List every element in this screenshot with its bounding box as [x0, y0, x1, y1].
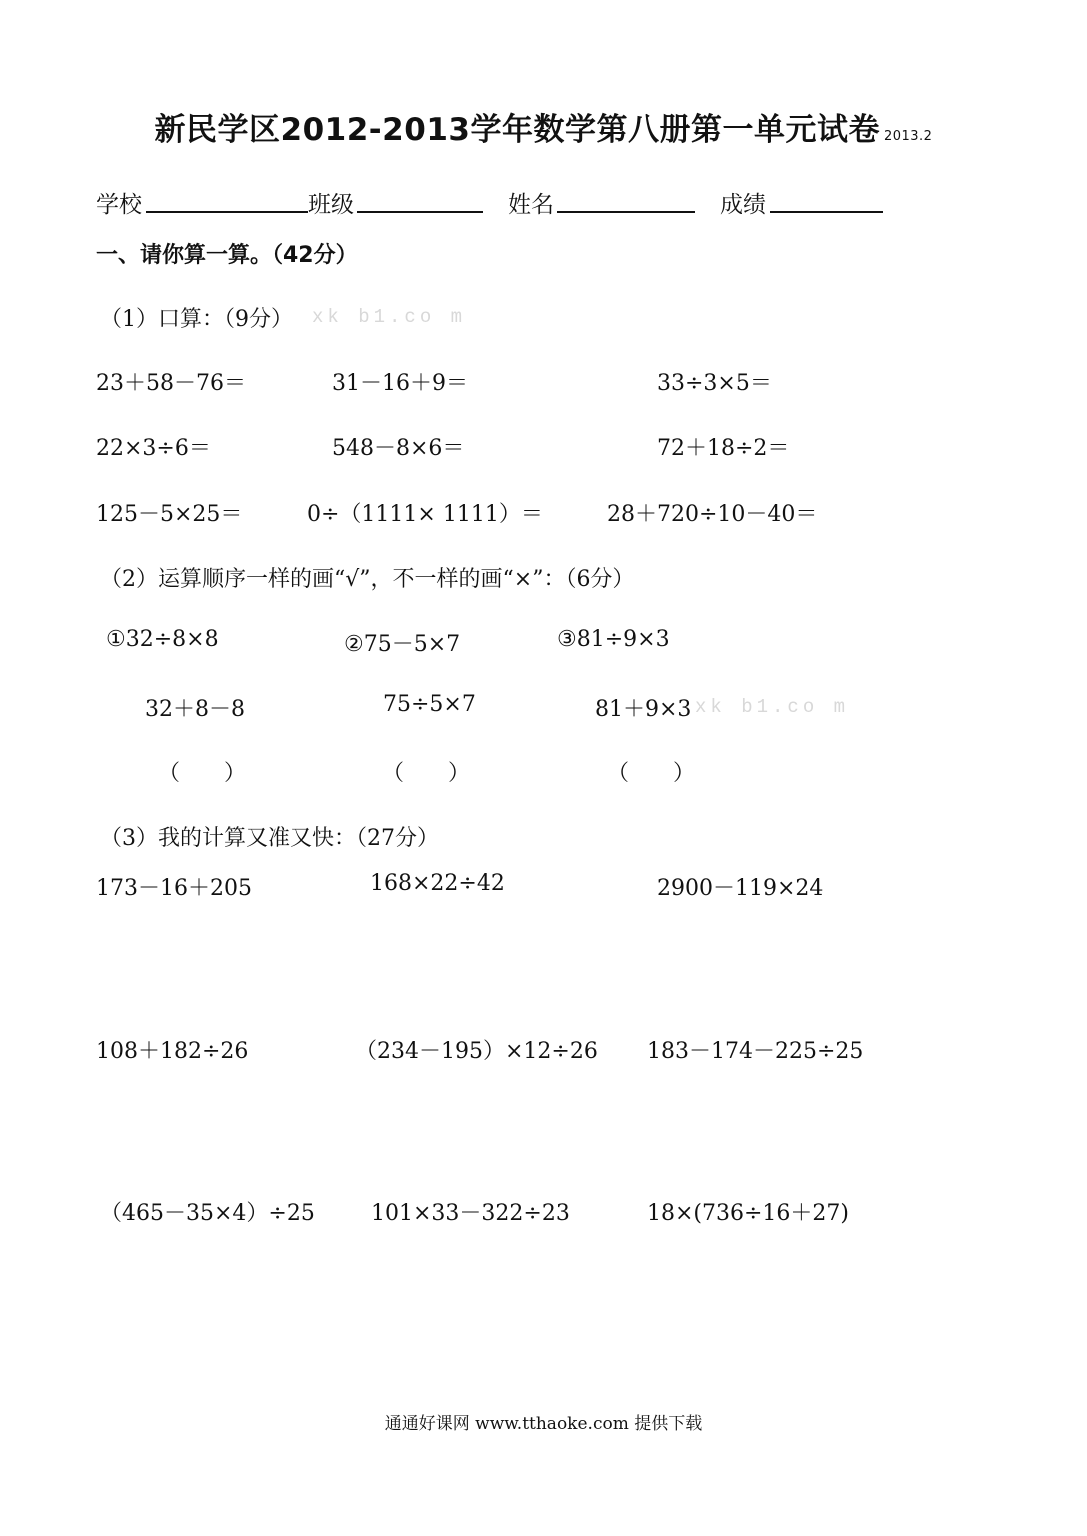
section-1-heading: 一、请你算一算。（42分） [96, 243, 358, 268]
class-blank[interactable] [357, 211, 483, 213]
answer-blank[interactable]: （ ） [382, 761, 471, 786]
name-blank[interactable] [557, 211, 695, 213]
calc-problem: 173－16＋205 [96, 876, 252, 901]
oral-problem: 125－5×25＝ [96, 502, 243, 527]
score-blank[interactable] [770, 211, 883, 213]
oral-problem: 0÷（1111× 1111）＝ [307, 502, 543, 527]
calc-problem: 2900－119×24 [657, 876, 824, 901]
watermark-text: xk b1.co m [312, 306, 467, 328]
answer-blank[interactable]: （ ） [607, 761, 696, 786]
order-problem: ③81÷9×3 [557, 627, 670, 652]
order-problem: 32＋8－8 [145, 697, 245, 722]
part-3-heading: （3）我的计算又准又快：（27分） [100, 826, 439, 851]
class-label: 班级 [308, 192, 354, 218]
oral-problem: 72＋18÷2＝ [657, 436, 790, 461]
order-problem: 75÷5×7 [383, 692, 476, 717]
oral-problem: 31－16＋9＝ [332, 371, 468, 396]
calc-problem: 18×(736÷16＋27) [647, 1201, 850, 1226]
calc-problem: 168×22÷42 [370, 871, 505, 896]
school-label: 学校 [96, 192, 142, 218]
page-title [0, 104, 1087, 149]
calc-problem: 108＋182÷26 [96, 1039, 249, 1064]
name-label: 姓名 [508, 192, 554, 218]
calc-problem: （465－35×4）÷25 [100, 1201, 315, 1226]
oral-problem: 33÷3×5＝ [657, 371, 772, 396]
watermark-text: xk b1.co m [695, 696, 850, 718]
part-1-heading: （1）口算：（9分） [100, 307, 293, 332]
part-2-heading: （2）运算顺序一样的画“√”，不一样的画“×”：（6分） [100, 567, 635, 592]
oral-problem: 28＋720÷10－40＝ [607, 502, 818, 527]
school-blank[interactable] [146, 211, 308, 213]
page-footer: 通通好课网 www.tthaoke.com 提供下载 [384, 1414, 703, 1434]
oral-problem: 23＋58－76＝ [96, 371, 246, 396]
answer-blank[interactable]: （ ） [158, 761, 247, 786]
calc-problem: 101×33－322÷23 [371, 1201, 570, 1226]
oral-problem: 22×3÷6＝ [96, 436, 211, 461]
calc-problem: （234－195）×12÷26 [355, 1039, 598, 1064]
order-problem: 81＋9×3 [595, 697, 692, 722]
title-date: 2013.2 [883, 129, 933, 144]
calc-problem: 183－174－225÷25 [647, 1039, 864, 1064]
order-problem: ②75－5×7 [344, 632, 461, 657]
title-main: 新民学区2012-2013学年数学第八册第一单元试卷 [154, 112, 880, 148]
order-problem: ①32÷8×8 [106, 627, 219, 652]
oral-problem: 548－8×6＝ [332, 436, 465, 461]
score-label: 成绩 [720, 192, 766, 218]
